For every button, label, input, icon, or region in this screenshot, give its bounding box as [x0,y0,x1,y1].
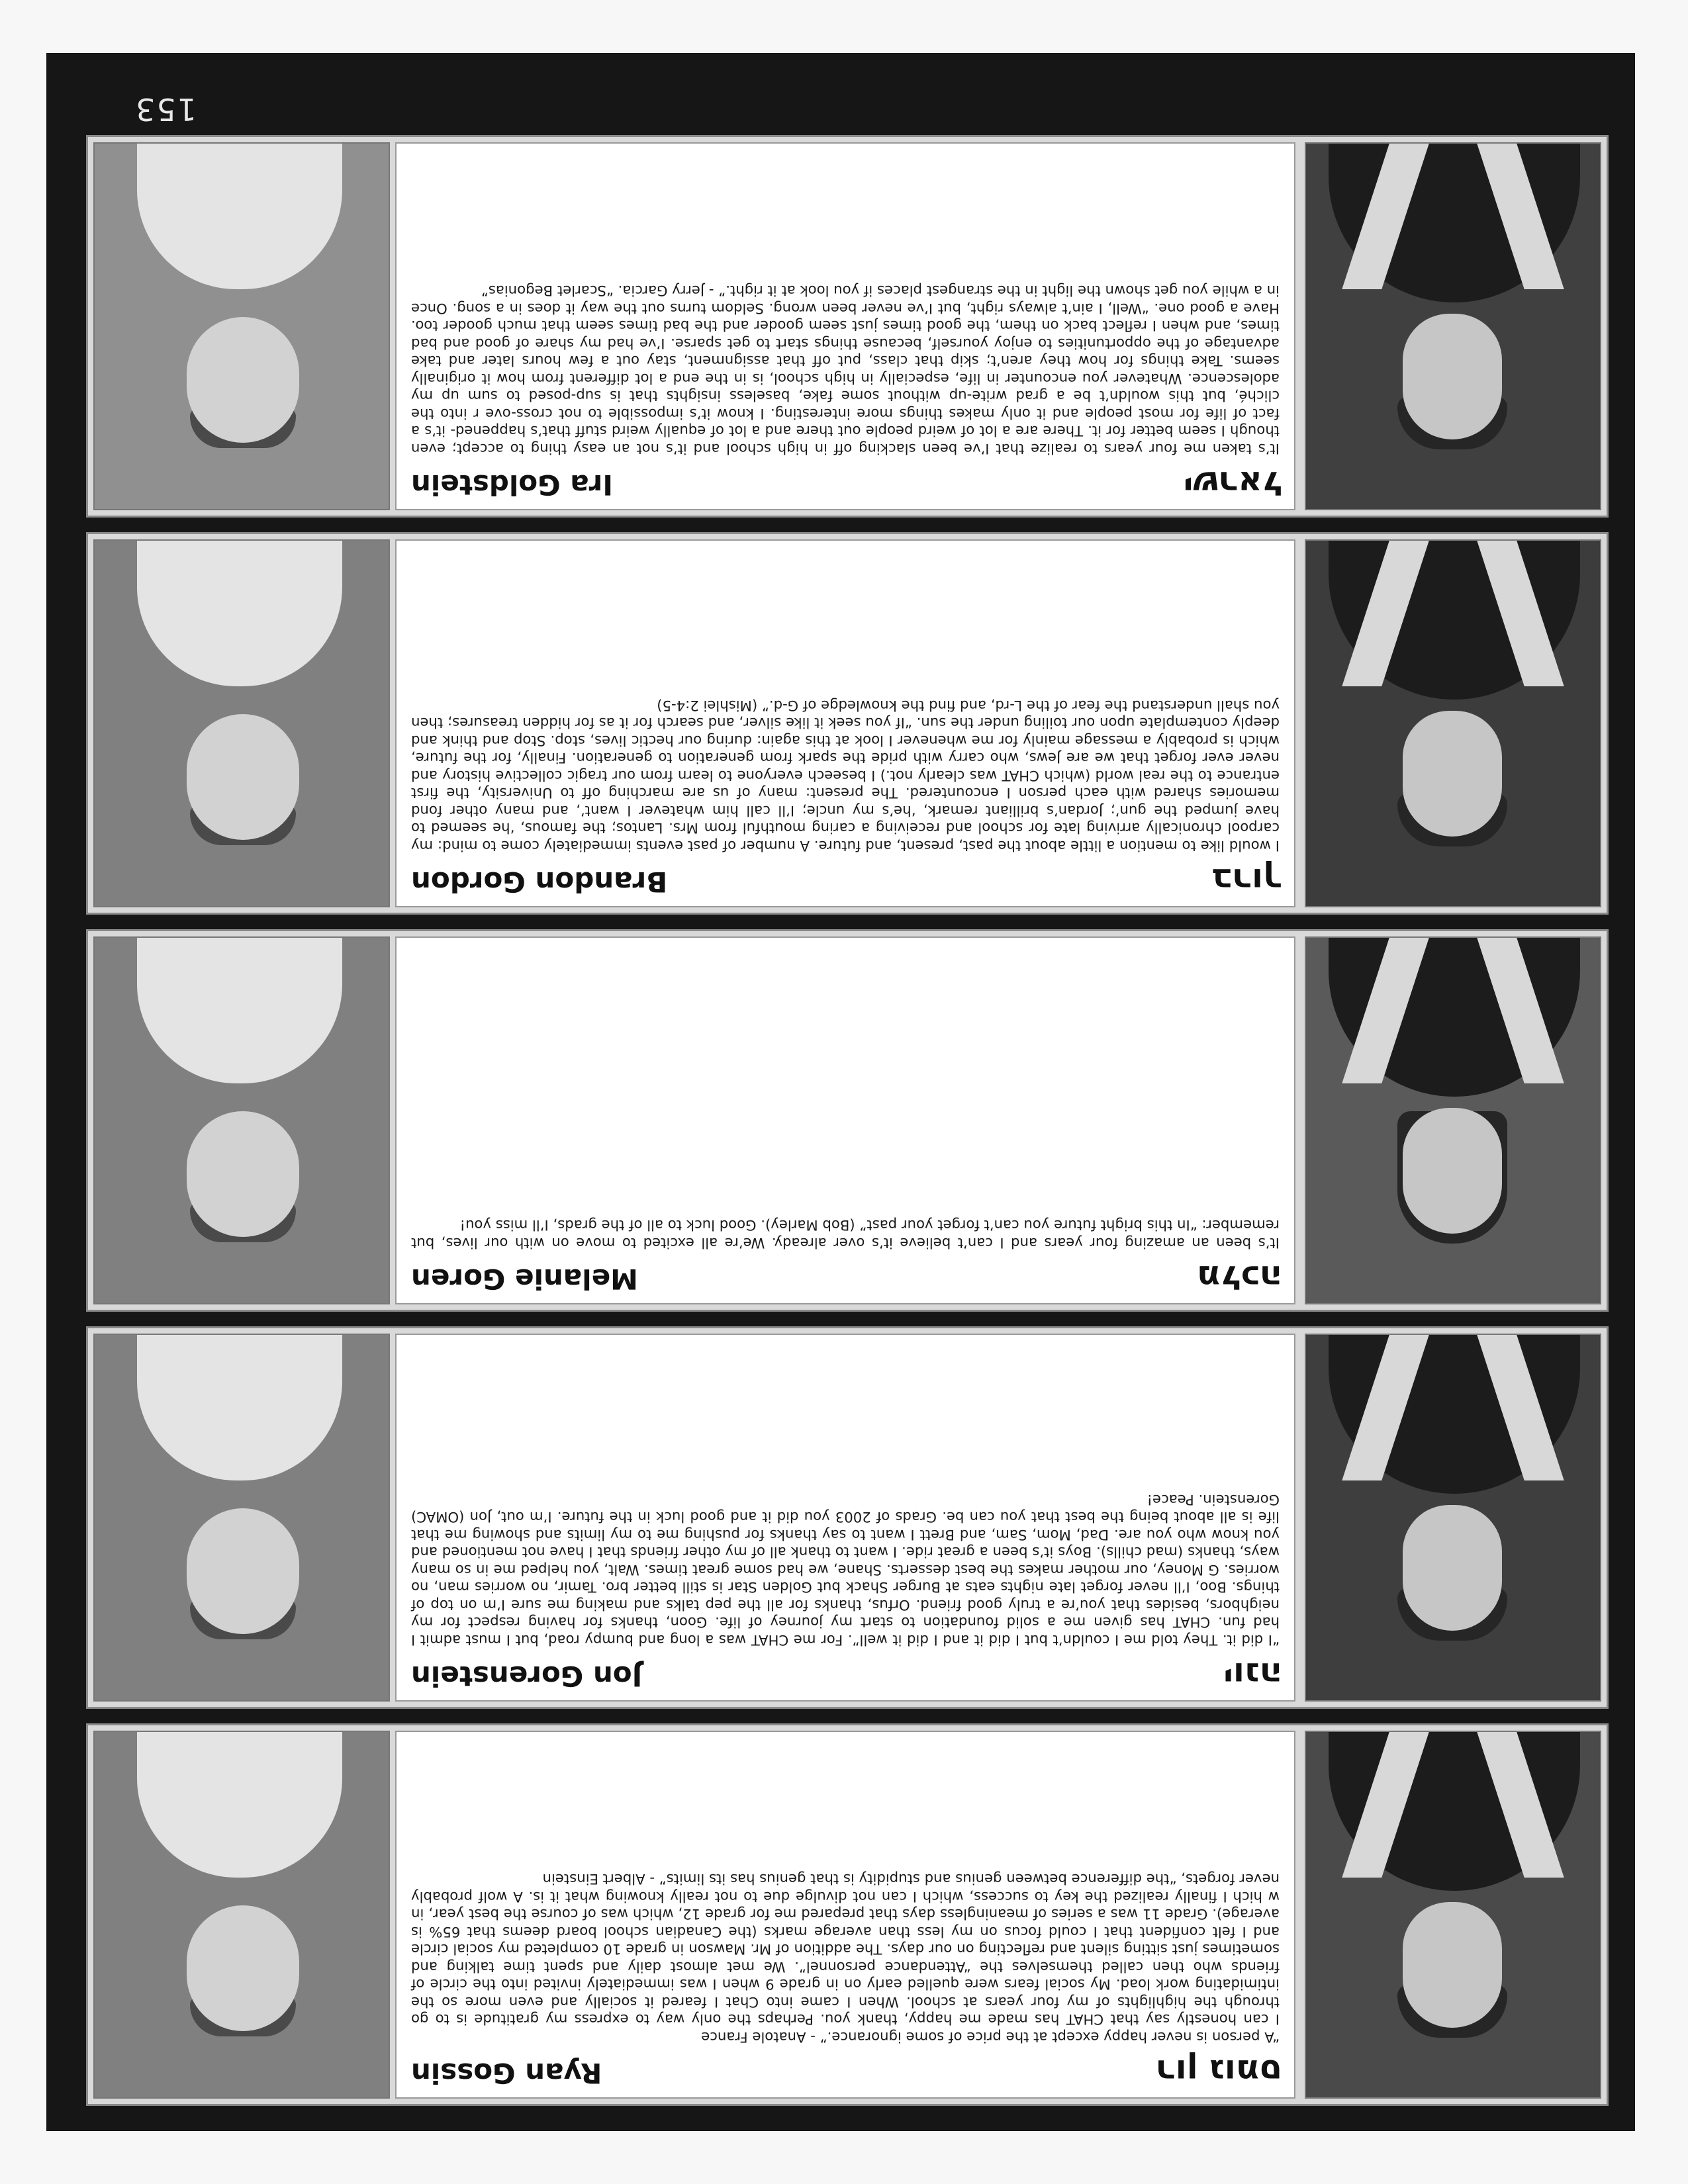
grad-text-box [395,142,1295,510]
baby-photo [93,936,390,1304]
grad-writeup: It’s taken me four years to realize that I’ve been slacking off in high school and it’s not an easy thing to accept; even though I seem better for it. There are a lot of weird people out there and a lot of equally weird stuff that’s happened- it’s a fact of life for most people and it only makes things more interesting. I know it’s impossible to not cross-ove r into the cliché, but this wouldn’t be a grad write-up without some fake, baseless insights that is sup-posed to sum up my adolescence. Whatever you encounter in life, especially in high school, is in the end a lot different from how it originally seems. Take things for how they aren’t; skip that class, put off that assignment, stay out a few hours later and take advantage of the opportunities to enjoy yourself, because things start to get sparse. I’ve had my share of good and bad times, and when I reflect back on them, the good times just seem gooder and the bad times seem that much gooder too. Have a good one. “Well, I ain’t always right, but I’ve never been wrong. Seldom turns out the way it does in a song. Once in a while you get shown the light in the strangest places if you look at it right.” - Jerry Garcia. “Scarlet Begonias” [411,283,1280,457]
grad-photo [1305,142,1601,510]
grad-entry [86,1723,1609,2106]
grad-writeup: “A person is never happy except at the price of some ignorance.” - Anatole France I can honestly say that CHAT has made me happy, thank you. Perhaps the only way to express my gratitude is to go through the highlights of my four years at school. When I came into Chat I feared it socially and even more so the intimidating work load. My social fears were quelled early on in grade 9 when I was immediately invited into the circle of friends who then called themselves the “Attendance personnel”. We met almost daily and spent time talking and sometimes just sitting silent and reflecting on our days. The addition of Mr. Mawson in grade 10 completed my social circle and I felt confident that I could focus on my less than average marks (the Canadian school board deems that 65% is average). Grade 11 was a series of meaningless days that prepared me for grade 12, which was of course the best year, in w hich I finally realized the key to success, which I can not divulge due to not really knowing what it is. A wolf probably never forgets, “the difference between genius and stupidity is that genius has its limits” - Albert Einstein [411,1871,1280,2046]
baby-photo [93,1731,390,2099]
grad-entry [86,532,1609,915]
grad-entry [86,1326,1609,1709]
grad-writeup: “I did it. They told me I couldn’t but I did it and I did it well”. For me CHAT was a long and bumpy road, but I must admit I had fun. CHAT has given me a solid foundation to start my journey of life. Goon, thanks for having respect for my neighbors, besides that you’re a truly good friend. Orfus, thanks for all the pep talks and making me sure I’m on top of things. Boo, I’ll never forget late nights eats at Burger Shack but Golden Star is still better bro. Tamir, no worries man, no worries. G Money, our mother makes the best desserts. Shane, we had some great times. Walt, you helped me in so many ways, thanks (mad chills). Boys it’s been a great ride. I want to thank all of my other friends that I have not mentioned and you know who you are. Dad, Mom, Sam, and Brett I want to say thanks for pushing me to my limits and showing me that life is all about being the best that you can be. Grads of 2003 you did it and good luck in the future. I’m out, Jon (OMAC) Gorenstein. Peace! [411,1492,1280,1649]
grad-writeup: It’s been an amazing four years and I can’t believe it’s over already. We’re all excited to move on with our lives, but remember: “In this bright future you can’t forget your past” (Bob Marley). Good luck to all of the grads, I’ll miss you! [411,1217,1280,1251]
hebrew-name: יונה [1223,1655,1282,1694]
grad-text-box [395,936,1295,1304]
grad-photo [1305,1731,1601,2099]
grad-name: Brandon Gordon [411,866,668,898]
hebrew-name: ישראל [1183,464,1282,502]
grad-photo [1305,539,1601,907]
hebrew-name: רון גומס [1155,2052,1282,2091]
grad-name: Jon Gorenstein [411,1660,643,1692]
grad-writeup: I would like to mention a little about the past, present, and future. A number of past events immediately come to mind: my carpool chronically arriving late for school and receiving a caring mouthful from Mrs. Lantos; the famous, ‘he seemed to have jumped the gun’; Jordan’s brilliant remark, ‘he’s my uncle; I’ll call him whatever I want’, and many other fond memories shared with each person I encountered. The present: many of us are marching off to University, the first entrance to the real world (which CHAT was clearly not.) I beseech everyone to learn from our tragic collective history and never ever forget that we are Jews, who carry with pride the spark from generation to generation. Finally, for the future, which is probably a message mainly for me whenever I look at this again: during our hectic lives, stop. Stop and think and deeply contemplate upon our toiling under the sun. “If you seek it like silver, and search for it as for hidden treasures; then you shall understand the fear of the L-rd, and find the knowledge of G-d.” (Mishlei 2:4-5) [411,698,1280,854]
grad-text-box [395,1731,1295,2099]
baby-photo [93,1334,390,1702]
baby-photo [93,142,390,510]
grad-text-box [395,539,1295,907]
hebrew-name: מלכה [1196,1258,1282,1297]
grad-photo [1305,936,1601,1304]
grad-name: Ryan Gossin [411,2057,602,2089]
hebrew-name: ברוך [1211,861,1282,899]
grad-photo [1305,1334,1601,1702]
grad-name: Melanie Goren [411,1263,638,1295]
page-number: 153 [134,91,197,127]
grad-entry [86,929,1609,1312]
grad-entry [86,135,1609,518]
grad-name: Ira Goldstein [411,469,613,501]
grad-text-box [395,1334,1295,1702]
baby-photo [93,539,390,907]
